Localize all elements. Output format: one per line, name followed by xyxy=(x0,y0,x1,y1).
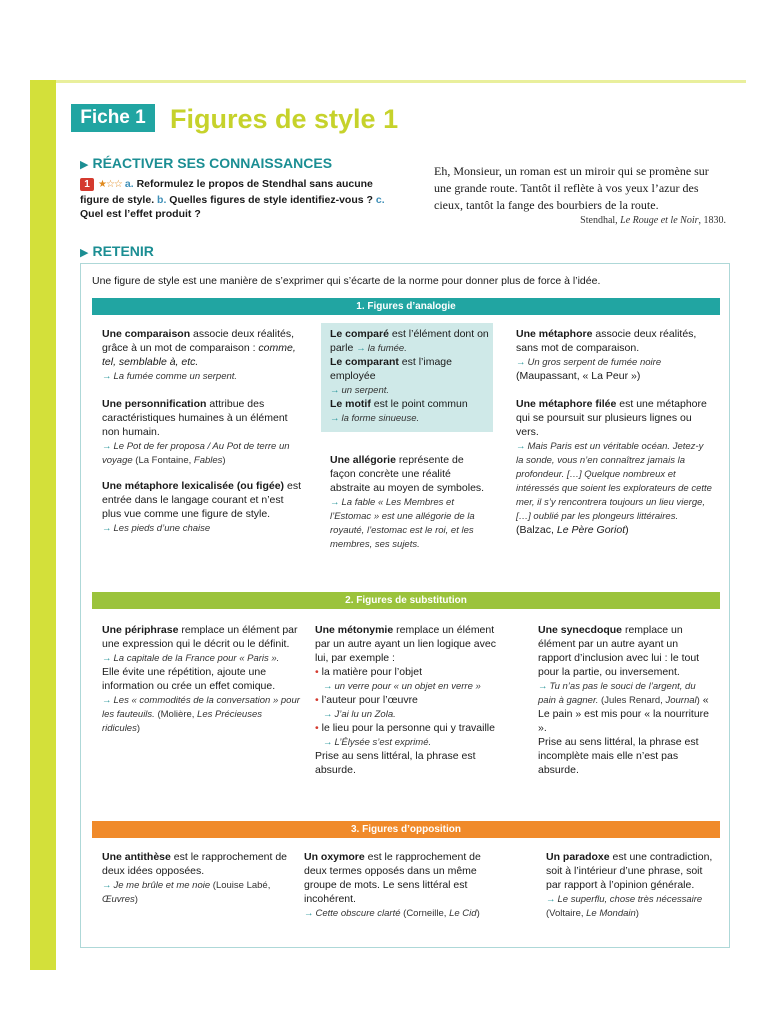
metonymie-end: Prise au sens littéral, la phrase est absurde. xyxy=(315,750,476,776)
metaphore-entry xyxy=(516,327,712,383)
metonymie-example-1-text: un verre pour « un objet en verre » xyxy=(334,681,481,692)
quote-year: , 1830. xyxy=(698,215,726,226)
compare-example-text: la fumée. xyxy=(367,343,407,354)
personnification-term: Une personnification xyxy=(102,398,207,410)
arrow-icon: → xyxy=(323,681,333,692)
lexicalisee-def: est entrée dans le langage courant et n’est plus vue comme une figure de style. xyxy=(102,480,301,520)
arrow-icon: → xyxy=(102,371,112,382)
substitution-col-2 xyxy=(315,623,511,787)
analogie-col-2 xyxy=(330,327,490,561)
periphrase-def: remplace un élément par une expression qui le décrit ou le définit. xyxy=(102,624,298,650)
synecdoque-def-2: « Le pain » est mis pour « la nourriture ». xyxy=(538,694,710,734)
arrow-icon: → xyxy=(516,357,526,368)
oxymore-example-text: Cette obscure clarté xyxy=(315,908,401,919)
substitution-col-3 xyxy=(538,623,714,787)
paradoxe-src-work: Le Mondain xyxy=(586,908,636,919)
margin-color-bar xyxy=(30,80,56,970)
periphrase-example-1-text: La capitale de la France pour « Paris ». xyxy=(113,653,280,664)
quote-author: Stendhal, xyxy=(580,215,618,226)
periphrase-entry xyxy=(102,623,302,735)
arrow-icon: → xyxy=(102,653,112,664)
periphrase-src-end: ) xyxy=(136,723,141,734)
arrow-icon: → xyxy=(102,880,112,891)
arrow-icon: → xyxy=(102,695,112,706)
antithese-example xyxy=(102,880,270,905)
question-b-label: b. xyxy=(157,193,167,206)
arrow-icon: → xyxy=(516,441,526,452)
motif-example xyxy=(330,413,419,424)
difficulty-stars-icon: ★☆☆ xyxy=(98,179,122,190)
personnification-entry xyxy=(102,397,302,467)
comparaison-example xyxy=(102,371,237,382)
page-title: Figures de style 1 xyxy=(170,104,399,134)
stendhal-quote: Eh, Monsieur, un roman est un miroir qui se promène sur une grande route. Tantôt il reflète à vos yeux l’azur des cieux, tantôt la fange des bourbiers de la route. xyxy=(434,164,709,212)
paradoxe-term: Un paradoxe xyxy=(546,851,610,863)
comparaison-example-text: La fumée comme un serpent. xyxy=(113,371,238,382)
metonymie-example-3-text: L’Élysée s’est exprimé. xyxy=(334,737,432,748)
reactiver-heading-text: RÉACTIVER SES CONNAISSANCES xyxy=(92,155,333,171)
metonymie-entry xyxy=(315,623,511,777)
lexicalisee-entry xyxy=(102,479,302,535)
retenir-heading xyxy=(80,243,154,261)
filee-entry xyxy=(516,397,712,537)
compare-entry xyxy=(330,327,490,425)
triangle-icon: ▶ xyxy=(80,247,89,259)
paradoxe-entry xyxy=(546,850,714,920)
synecdoque-example-text: Tu n’as pas le souci de l’argent, du pain à gagner. xyxy=(538,681,696,706)
band-analogie: 1. Figures d’analogie xyxy=(92,298,720,315)
metonymie-bullet-3: le lieu pour la personne qui y travaille xyxy=(321,722,495,734)
arrow-icon: → xyxy=(330,497,340,508)
paradoxe-def: est une contradiction, soit à l’intérieur d’une phrase, soit par rapport à l’opinion générale. xyxy=(546,851,713,891)
retenir-heading-text: RETENIR xyxy=(92,243,154,259)
oxymore-src-work: Le Cid xyxy=(449,908,477,919)
bullet-icon: • xyxy=(315,694,319,706)
personnification-src: (La Fontaine, xyxy=(132,455,194,466)
motif-term: Le motif xyxy=(330,398,371,410)
oxymore-src-end: ) xyxy=(476,908,480,919)
synecdoque-src-end: ) xyxy=(696,695,700,706)
allegorie-term: Une allégorie xyxy=(330,454,396,466)
filee-def: est une métaphore qui se poursuit sur plusieurs lignes ou vers. xyxy=(516,398,707,438)
antithese-entry xyxy=(102,850,292,906)
metaphore-src: (Maupassant, « La Peur ») xyxy=(516,370,641,382)
periphrase-src-work: Les Précieuses ridicules xyxy=(102,709,262,734)
compare-def: est l’élément dont on parle xyxy=(330,328,489,354)
filee-src: (Balzac, xyxy=(516,524,557,536)
band-substitution: 2. Figures de substitution xyxy=(92,592,720,609)
comparant-def: est l’image employée xyxy=(330,356,452,382)
metonymie-bullet-2: l’auteur pour l’œuvre xyxy=(321,694,418,706)
page-frame-top xyxy=(56,80,746,83)
personnification-src-end: ) xyxy=(222,455,226,466)
allegorie-def: représente de façon concrète une réalité abstraite au moyen de symboles. xyxy=(330,454,485,494)
fiche-tag: Fiche 1 xyxy=(71,104,155,132)
analogie-col-3 xyxy=(516,327,712,547)
analogie-col-1 xyxy=(102,327,302,545)
metonymie-def: remplace un élément par un autre ayant un lien logique avec lui, par exemple : xyxy=(315,624,496,664)
question-c: Quel est l’effet produit ? xyxy=(80,208,201,220)
synecdoque-term: Une synecdoque xyxy=(538,624,623,636)
allegorie-example-text: La fable « Les Membres et l’Estomac » est une allégorie de la royauté, l’estomac est le roi, et les membres, ses sujets. xyxy=(330,497,475,550)
comparaison-entry xyxy=(102,327,302,383)
metaphore-term: Une métaphore xyxy=(516,328,593,340)
metaphore-example-text: Un gros serpent de fumée noire xyxy=(527,357,662,368)
antithese-src-end: ) xyxy=(134,894,138,905)
allegorie-example xyxy=(330,497,475,550)
personnification-def: attribue des caractéristiques humaines à un élément non humain. xyxy=(102,398,288,438)
paradoxe-example xyxy=(546,894,702,919)
comparaison-term: Une comparaison xyxy=(102,328,191,340)
paradoxe-src-end: ) xyxy=(635,908,639,919)
metonymie-example-1 xyxy=(315,681,481,692)
substitution-col-1 xyxy=(102,623,302,745)
arrow-icon: → xyxy=(323,737,333,748)
antithese-def: est le rapprochement de deux idées opposées. xyxy=(102,851,288,877)
allegorie-entry xyxy=(330,453,490,551)
filee-src-work: Le Père Goriot xyxy=(556,524,626,536)
compare-term: Le comparé xyxy=(330,328,389,340)
exercise-number: 1 xyxy=(80,178,94,191)
oxymore-def: est le rapprochement de deux termes opposés dans un même groupe de mots. Le sens littéral est incohérent. xyxy=(304,851,481,905)
filee-term: Une métaphore filée xyxy=(516,398,617,410)
metaphore-def: associe deux réalités, sans mot de comparaison. xyxy=(516,328,697,354)
filee-example-text: Mais Paris est un véritable océan. Jetez-y la sonde, vous n’en connaîtrez jamais la profondeur. […] Quelque nombreux et intéressés que soient les explorateurs de cette mer, il s’y rencontrera toujours un lieu vierge, […] oublié par les plongeurs littéraires. xyxy=(516,441,712,522)
comparant-example-text: un serpent. xyxy=(341,385,390,396)
lexicalisee-example xyxy=(102,523,210,534)
arrow-icon: → xyxy=(102,523,112,534)
motif-example-text: la forme sinueuse. xyxy=(341,413,420,424)
metaphore-example xyxy=(516,357,661,368)
arrow-icon: → xyxy=(330,385,340,396)
motif-def: est le point commun xyxy=(370,398,468,410)
paradoxe-src: (Voltaire, xyxy=(546,908,587,919)
metonymie-example-2 xyxy=(315,709,396,720)
opposition-col-1 xyxy=(102,850,292,916)
personnification-src-work: Fables xyxy=(193,455,223,466)
arrow-icon: → xyxy=(102,441,112,452)
arrow-icon: → xyxy=(323,709,333,720)
opposition-col-2 xyxy=(304,850,504,930)
comparaison-words: comme, tel, semblable à, etc. xyxy=(102,342,296,368)
compare-example xyxy=(356,343,407,354)
metonymie-term: Une métonymie xyxy=(315,624,394,636)
band-opposition: 3. Figures d’opposition xyxy=(92,821,720,838)
synecdoque-def: remplace un élément par un autre ayant un rapport d’inclusion avec lui : le tout pour la partie, ou inversement. xyxy=(538,624,700,678)
personnification-example xyxy=(102,441,290,466)
quote-work: Le Rouge et le Noir xyxy=(620,215,699,226)
opposition-col-3 xyxy=(546,850,714,930)
arrow-icon: → xyxy=(330,413,340,424)
synecdoque-example xyxy=(538,681,700,706)
periphrase-src: (Molière, xyxy=(154,709,198,720)
question-a: Reformulez le propos de Stendhal sans aucune figure de style. xyxy=(80,178,373,206)
synecdoque-entry xyxy=(538,623,714,777)
arrow-icon: → xyxy=(304,908,314,919)
periphrase-def-2: Elle évite une répétition, ajoute une information ou crée un effet comique. xyxy=(102,666,276,692)
antithese-src: (Louise Labé, xyxy=(210,880,271,891)
arrow-icon: → xyxy=(546,894,556,905)
comparaison-def: associe deux réalités, grâce à un mot de comparaison : xyxy=(102,328,294,354)
arrow-icon: → xyxy=(538,681,548,692)
question-b: Quelles figures de style identifiez-vous ? xyxy=(169,193,373,206)
question-a-label: a. xyxy=(124,178,134,190)
comparant-term: Le comparant xyxy=(330,356,399,368)
quote-source xyxy=(434,215,726,226)
question-c-label: c. xyxy=(375,193,385,206)
antithese-term: Une antithèse xyxy=(102,851,171,863)
filee-src-end: ) xyxy=(625,524,629,536)
reactiver-heading xyxy=(80,155,332,173)
lexicalisee-example-text: Les pieds d’une chaise xyxy=(113,523,211,534)
oxymore-entry xyxy=(304,850,504,920)
periphrase-example-1 xyxy=(102,653,279,664)
periphrase-example-2 xyxy=(102,695,300,734)
synecdoque-src: (Jules Renard, xyxy=(598,695,666,706)
oxymore-term: Un oxymore xyxy=(304,851,365,863)
retenir-intro: Une figure de style est une manière de s’exprimer qui s’écarte de la norme pour donner plus de force à l’idée. xyxy=(92,275,601,287)
filee-example xyxy=(516,441,712,522)
metonymie-bullet-1: la matière pour l’objet xyxy=(321,666,422,678)
lexicalisee-term: Une métaphore lexicalisée (ou figée) xyxy=(102,480,285,492)
exercise-1 xyxy=(80,177,402,222)
periphrase-term: Une périphrase xyxy=(102,624,179,636)
oxymore-example xyxy=(304,908,480,919)
antithese-src-work: Œuvres xyxy=(102,894,135,905)
paradoxe-example-text: Le superflu, chose très nécessaire xyxy=(557,894,703,905)
periphrase-example-2-text: Les « commodités de la conversation » pour les fauteuils. xyxy=(102,695,300,720)
triangle-icon: ▶ xyxy=(80,159,89,171)
bullet-icon: • xyxy=(315,722,319,734)
synecdoque-end: Prise au sens littéral, la phrase est incomplète mais elle n’est pas absurde. xyxy=(538,736,699,776)
metonymie-example-2-text: J’ai lu un Zola. xyxy=(334,709,396,720)
antithese-example-text: Je me brûle et me noie xyxy=(113,880,211,891)
metonymie-example-3 xyxy=(315,737,431,748)
arrow-icon: → xyxy=(356,343,366,354)
oxymore-src: (Corneille, xyxy=(400,908,450,919)
synecdoque-src-work: Journal xyxy=(665,695,697,706)
comparant-example xyxy=(330,385,389,396)
bullet-icon: • xyxy=(315,666,319,678)
personnification-example-text: Le Pot de fer proposa / Au Pot de terre un voyage xyxy=(102,441,290,466)
